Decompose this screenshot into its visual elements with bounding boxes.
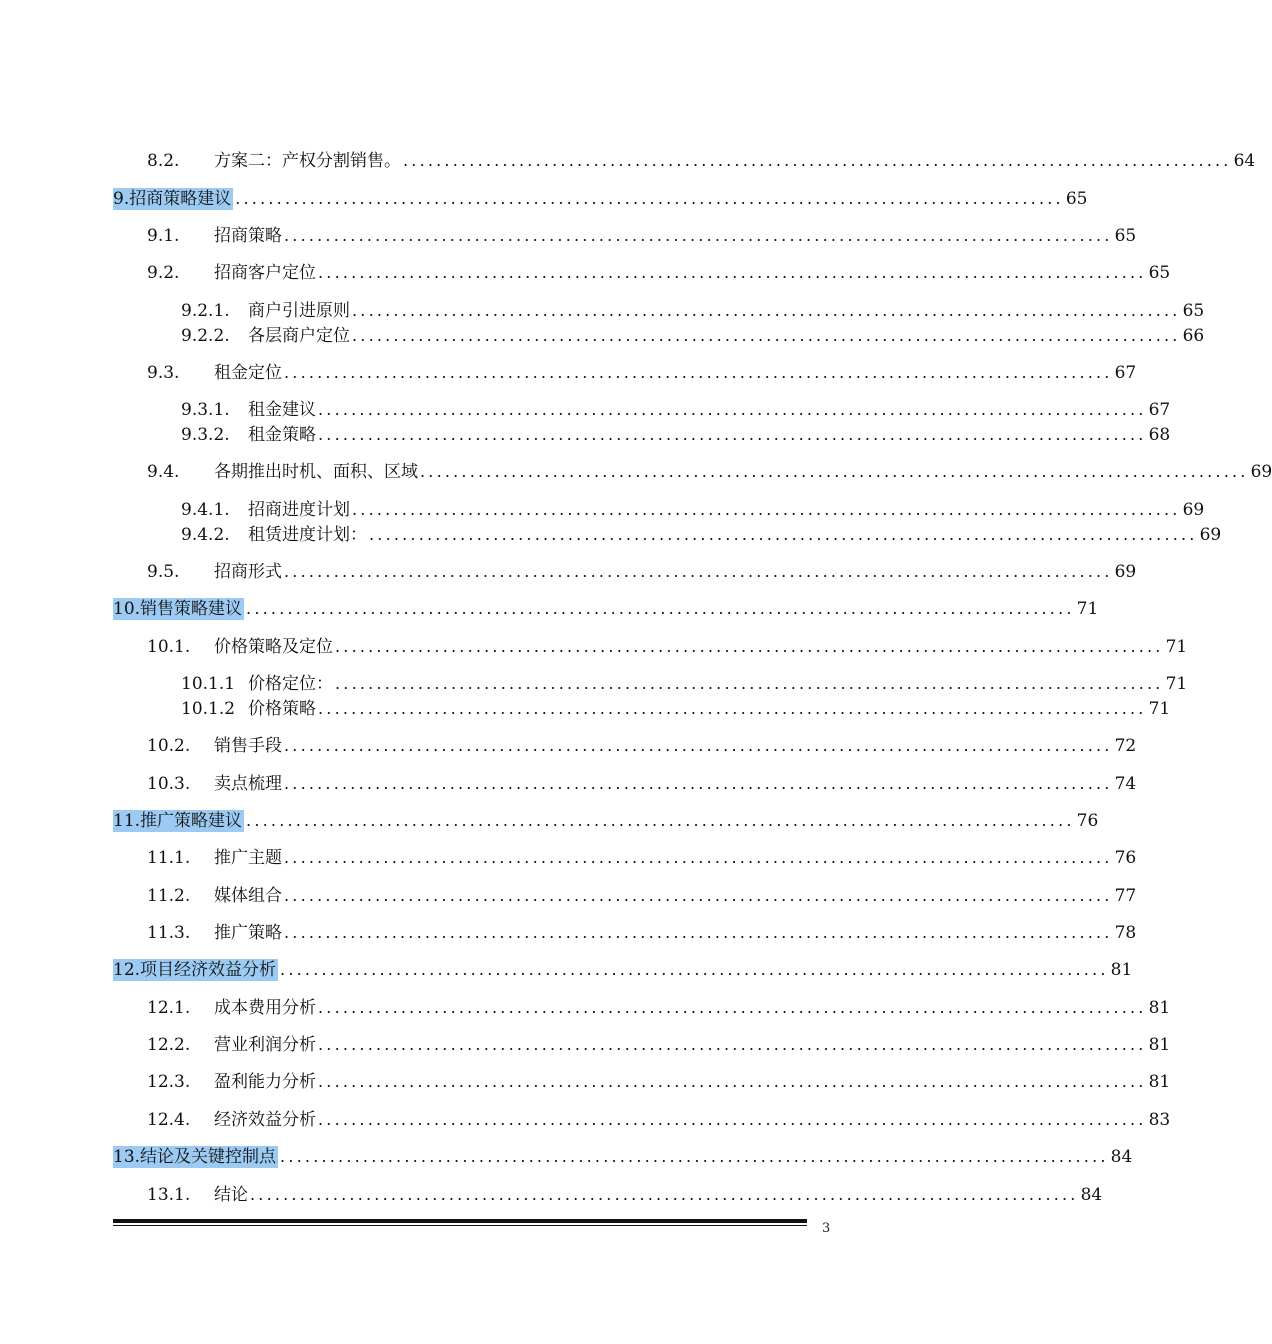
toc-entry-title: 结论 [214, 1185, 248, 1205]
toc-entry-page: 84 [1110, 1147, 1133, 1167]
toc-entry-title: 租金定位 [214, 363, 282, 383]
toc-entry-page: 76 [1114, 848, 1137, 868]
toc-leader-dots: .................................................................................................... [246, 811, 1075, 830]
toc-entry-page: 68 [1148, 425, 1171, 445]
toc-entry-number: 11.1. [147, 848, 191, 868]
toc-entry[interactable] [0, 1067, 1171, 1093]
toc-entry-title: 价格策略及定位 [214, 637, 333, 657]
toc-entry[interactable] [0, 1030, 1171, 1056]
toc-entry[interactable] [0, 669, 1188, 695]
toc-entry-page: 71 [1076, 599, 1099, 619]
toc-leader-dots: .................................................................................................... [403, 151, 1232, 170]
toc-entry-page: 69 [1182, 500, 1205, 520]
toc-entry-number: 9.3.2. [181, 425, 230, 445]
toc-entry-title: 销售手段 [214, 736, 282, 756]
toc-entry-number: 9.5. [147, 562, 180, 582]
toc-leader-dots: .................................................................................................... [284, 886, 1113, 905]
toc-entry-number: 10.3. [147, 774, 191, 794]
toc-entry-title: 推广策略建议 [140, 811, 243, 831]
toc-entry-number: 10.2. [147, 736, 191, 756]
toc-leader-dots: .................................................................................................... [318, 1110, 1147, 1129]
toc-entry[interactable] [0, 258, 1171, 284]
toc-entry-number: 9.1. [147, 226, 180, 246]
page-number: 3 [822, 1221, 831, 1236]
toc-entry-page: 71 [1165, 637, 1188, 657]
toc-entry-number: 12.4. [147, 1110, 191, 1130]
toc-leader-dots: .................................................................................................... [284, 363, 1113, 382]
toc-entry-number: 13. [113, 1147, 141, 1167]
toc-entry-page: 69 [1114, 562, 1137, 582]
toc-entry-title: 各层商户定位 [248, 326, 350, 346]
toc-entry-page: 69 [1199, 525, 1222, 545]
toc-entry-number: 9.4.1. [181, 500, 230, 520]
toc-heading-entry[interactable] [0, 184, 1088, 210]
toc-entry-title: 商户引进原则 [248, 301, 350, 321]
toc-entry[interactable] [0, 918, 1137, 944]
toc-entry-number: 11.2. [147, 886, 191, 906]
toc-entry-page: 72 [1114, 736, 1137, 756]
toc-entry-number: 13.1. [147, 1185, 191, 1205]
toc-entry-number: 12. [113, 960, 141, 980]
toc-entry-title: 推广策略 [214, 923, 282, 943]
toc-entry-number: 10.1.1 [181, 674, 236, 694]
toc-entry-number: 10. [113, 599, 141, 619]
toc-entry[interactable] [0, 321, 1205, 347]
toc-leader-dots: .................................................................................................... [335, 674, 1164, 693]
toc-heading-entry[interactable] [0, 955, 1133, 981]
toc-entry[interactable] [0, 420, 1171, 446]
toc-entry-number: 9.2.1. [181, 301, 230, 321]
toc-entry-title: 价格策略 [248, 699, 316, 719]
toc-leader-dots: .................................................................................................... [352, 326, 1181, 345]
toc-entry-number: 10.1.2 [181, 699, 236, 719]
toc-entry-page: 83 [1148, 1110, 1171, 1130]
toc-entry-title: 招商策略 [214, 226, 282, 246]
toc-entry-title: 租赁进度计划： [248, 525, 367, 545]
toc-entry-title: 卖点梳理 [214, 774, 282, 794]
toc-leader-dots: .................................................................................................... [235, 189, 1064, 208]
toc-entry-page: 77 [1114, 886, 1137, 906]
toc-entry[interactable] [0, 1180, 1103, 1206]
toc-leader-dots: .................................................................................................... [318, 998, 1147, 1017]
toc-entry-title: 价格定位： [248, 674, 333, 694]
toc-entry-title: 营业利润分析 [214, 1035, 316, 1055]
toc-entry[interactable] [0, 769, 1137, 795]
toc-entry-title: 项目经济效益分析 [140, 960, 277, 980]
toc-entry-title: 媒体组合 [214, 886, 282, 906]
toc-leader-dots: .................................................................................................... [280, 1147, 1109, 1166]
toc-entry[interactable] [0, 993, 1171, 1019]
toc-entry[interactable] [0, 296, 1205, 322]
toc-entry-number: 11. [113, 811, 141, 831]
toc-leader-dots: .................................................................................................... [369, 525, 1198, 544]
toc-entry-page: 84 [1080, 1185, 1103, 1205]
toc-entry-number: 8.2. [147, 151, 180, 171]
toc-entry-page: 65 [1182, 301, 1205, 321]
toc-entry[interactable] [0, 1105, 1171, 1131]
toc-entry-page: 81 [1148, 1035, 1171, 1055]
toc-leader-dots: .................................................................................................... [318, 263, 1147, 282]
toc-entry[interactable] [0, 146, 1256, 172]
toc-leader-dots: .................................................................................................... [284, 923, 1113, 942]
toc-leader-dots: .................................................................................................... [246, 599, 1075, 618]
toc-entry-number: 12.3. [147, 1072, 191, 1092]
toc-leader-dots: .................................................................................................... [318, 1072, 1147, 1091]
toc-entry-title: 盈利能力分析 [214, 1072, 316, 1092]
toc-entry-page: 67 [1148, 400, 1171, 420]
toc-entry-page: 64 [1233, 151, 1256, 171]
toc-leader-dots: .................................................................................................... [352, 500, 1181, 519]
toc-entry-page: 69 [1250, 462, 1272, 482]
toc-entry[interactable] [0, 358, 1137, 384]
toc-entry-title: 经济效益分析 [214, 1110, 316, 1130]
toc-heading-entry[interactable] [0, 1142, 1133, 1168]
toc-entry-title: 租金策略 [248, 425, 316, 445]
toc-entry-title: 销售策略建议 [140, 599, 243, 619]
toc-entry-page: 78 [1114, 923, 1137, 943]
toc-entry-number: 12.2. [147, 1035, 191, 1055]
toc-entry-title: 各期推出时机、面积、区域 [214, 462, 418, 482]
toc-entry-number: 9.4. [147, 462, 180, 482]
toc-entry-title: 招商策略建议 [129, 189, 232, 209]
toc-entry-title: 成本费用分析 [214, 998, 316, 1018]
toc-leader-dots: .................................................................................................... [284, 736, 1113, 755]
toc-entry-title: 招商形式 [214, 562, 282, 582]
toc-entry-page: 81 [1148, 1072, 1171, 1092]
toc-leader-dots: .................................................................................................... [335, 637, 1164, 656]
toc-leader-dots: .................................................................................................... [318, 400, 1147, 419]
toc-leader-dots: .................................................................................................... [284, 226, 1113, 245]
toc-entry-page: 65 [1065, 189, 1088, 209]
toc-entry-title: 租金建议 [248, 400, 316, 420]
footer-divider [113, 1219, 807, 1223]
toc-leader-dots: .................................................................................................... [318, 1035, 1147, 1054]
toc-entry-page: 71 [1165, 674, 1188, 694]
toc-heading-entry[interactable] [0, 806, 1099, 832]
toc-entry-page: 81 [1110, 960, 1133, 980]
toc-leader-dots: .................................................................................................... [318, 425, 1147, 444]
toc-leader-dots: .................................................................................................... [284, 562, 1113, 581]
toc-entry-number: 12.1. [147, 998, 191, 1018]
toc-entry-page: 81 [1148, 998, 1171, 1018]
toc-entry[interactable] [0, 457, 1272, 483]
toc-entry-title: 招商进度计划 [248, 500, 350, 520]
toc-entry-number: 11.3. [147, 923, 191, 943]
toc-leader-dots: .................................................................................................... [284, 848, 1113, 867]
toc-entry-page: 71 [1148, 699, 1171, 719]
toc-entry[interactable] [0, 221, 1137, 247]
toc-entry[interactable] [0, 557, 1137, 583]
footer-divider-thin [113, 1225, 807, 1226]
toc-entry-page: 65 [1148, 263, 1171, 283]
toc-entry[interactable] [0, 495, 1205, 521]
toc-leader-dots: .................................................................................................... [284, 774, 1113, 793]
toc-entry-number: 9.2.2. [181, 326, 230, 346]
toc-leader-dots: .................................................................................................... [420, 462, 1249, 481]
toc-entry-number: 9. [113, 189, 130, 209]
toc-entry[interactable] [0, 843, 1137, 869]
toc-leader-dots: .................................................................................................... [318, 699, 1147, 718]
toc-entry-page: 76 [1076, 811, 1099, 831]
toc-entry[interactable] [0, 520, 1222, 546]
toc-heading-entry[interactable] [0, 594, 1099, 620]
toc-entry-page: 65 [1114, 226, 1137, 246]
toc-entry[interactable] [0, 881, 1137, 907]
toc-leader-dots: .................................................................................................... [250, 1185, 1079, 1204]
toc-leader-dots: .................................................................................................... [280, 960, 1109, 979]
toc-entry-number: 9.2. [147, 263, 180, 283]
toc-entry[interactable] [0, 731, 1137, 757]
toc-entry-number: 9.3. [147, 363, 180, 383]
toc-entry-page: 74 [1114, 774, 1137, 794]
toc-entry[interactable] [0, 694, 1171, 720]
toc-entry-title: 方案二：产权分割销售。 [214, 151, 401, 171]
toc-entry-number: 9.4.2. [181, 525, 230, 545]
toc-entry-page: 66 [1182, 326, 1205, 346]
toc-entry-title: 招商客户定位 [214, 263, 316, 283]
toc-entry[interactable] [0, 632, 1188, 658]
toc-entry[interactable] [0, 395, 1171, 421]
toc-entry-number: 10.1. [147, 637, 191, 657]
toc-entry-title: 结论及关键控制点 [140, 1147, 277, 1167]
toc-entry-page: 67 [1114, 363, 1137, 383]
toc-leader-dots: .................................................................................................... [352, 301, 1181, 320]
toc-entry-number: 9.3.1. [181, 400, 230, 420]
toc-entry-title: 推广主题 [214, 848, 282, 868]
